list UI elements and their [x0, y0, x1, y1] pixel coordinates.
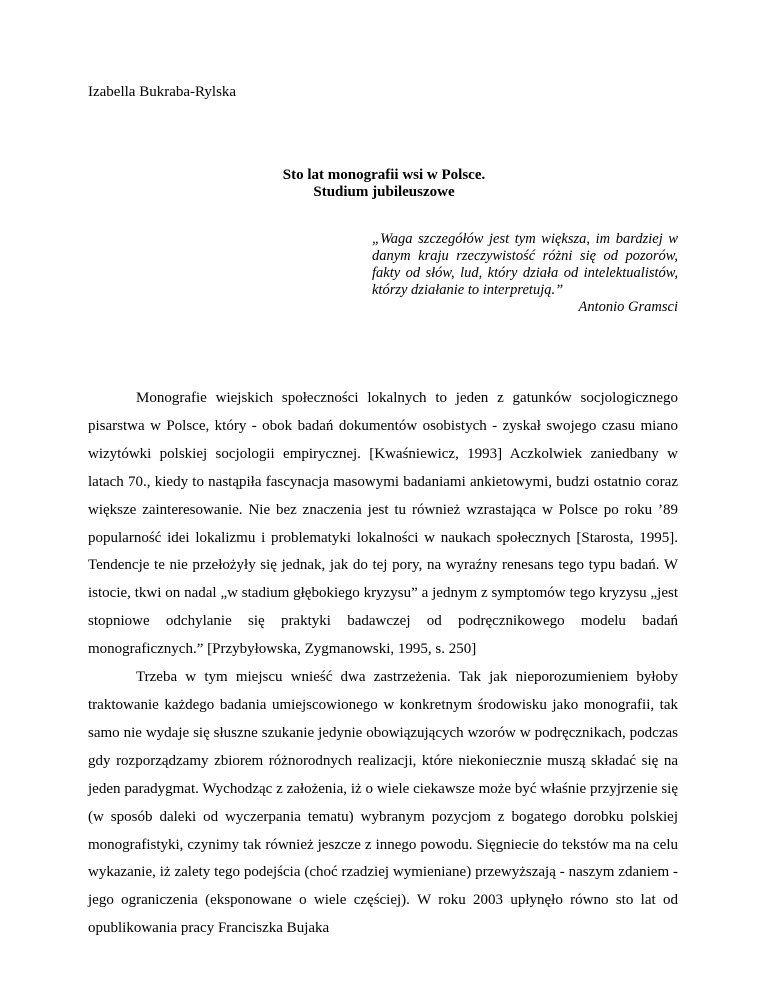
paragraph: Monografie wiejskich społeczności lokalnych to jeden z gatunków socjologicznego pisarstwa w Polsce, który - obok badań dokumentów osobistych - zyskał swojego czasu miano wizytówki polskiej socjologii empirycznej. [Kwaśniewicz, 1993] Aczkolwiek zaniedbany w latach 70., kiedy to nastąpiła fascynacja masowymi badaniami ankietowymi, budzi ostatnio coraz większe zainteresowanie. Nie bez znaczenia jest tu również wzrastająca w Polsce po roku ’89 popularność idei lokalizmu i problematyki lokalności w naukach społecznych [Starosta, 1995]. Tendencje te nie przełożyły się jednak, jak do tej pory, na wyraźny renesans tego typu badań. W istocie, tkwi on nadal „w stadium głębokiego kryzysu” a jednym z symptomów tego kryzysu „jest stopniowe odchylanie się praktyki badawczej od podręcznikowego modelu badań monograficznych.” [Przybyłowska, Zygmanowski, 1995, s. 250]: [88, 390, 678, 658]
epigraph-attribution: Antonio Gramsci: [578, 299, 678, 315]
title-line-1: Sto lat monografii wsi w Polsce.: [282, 167, 486, 183]
epigraph-quote: „Waga szczegółów jest tym większa, im bardziej w danym kraju rzeczywistość różni się od pozorów, fakty od słów, lud, który działa od intelektualistów, którzy działanie to interpretują.”: [372, 231, 678, 298]
title-line-2: Studium jubileuszowe: [313, 184, 455, 200]
paragraph: Trzeba w tym miejscu wnieść dwa zastrzeżenia. Tak jak nieporozumieniem byłoby traktowanie każdego badania umiejscowionego w konkretnym środowisku jako monografii, tak samo nie wydaje się słuszne szukanie jedynie obowiązujących wzorów w podręcznikach, podczas gdy rozporządzamy zbiorem różnorodnych realizacji, które niekoniecznie muszą składać się na jeden paradygmat. Wychodząc z założenia, iż o wiele ciekawsze może być właśnie przyjrzenie się (w sposób daleki od wyczerpania tematu) wybranym pozycjom z bogatego dorobku polskiej monografistyki, czynimy tak również jeszcze z innego powodu. Sięgniecie do tekstów ma na celu wykazanie, iż zalety tego podejścia (choć rzadziej wymieniane) przewyższają - naszym zdaniem - jego ograniczenia (eksponowane o wiele częściej). W roku 2003 upłynęło równo sto lat od opublikowania pracy Franciszka Bujaka: [88, 669, 678, 937]
body-text: [88, 385, 678, 943]
author-name: Izabella Bukraba-Rylska: [88, 84, 237, 100]
epigraph: [372, 231, 678, 316]
document-title: [0, 167, 768, 201]
